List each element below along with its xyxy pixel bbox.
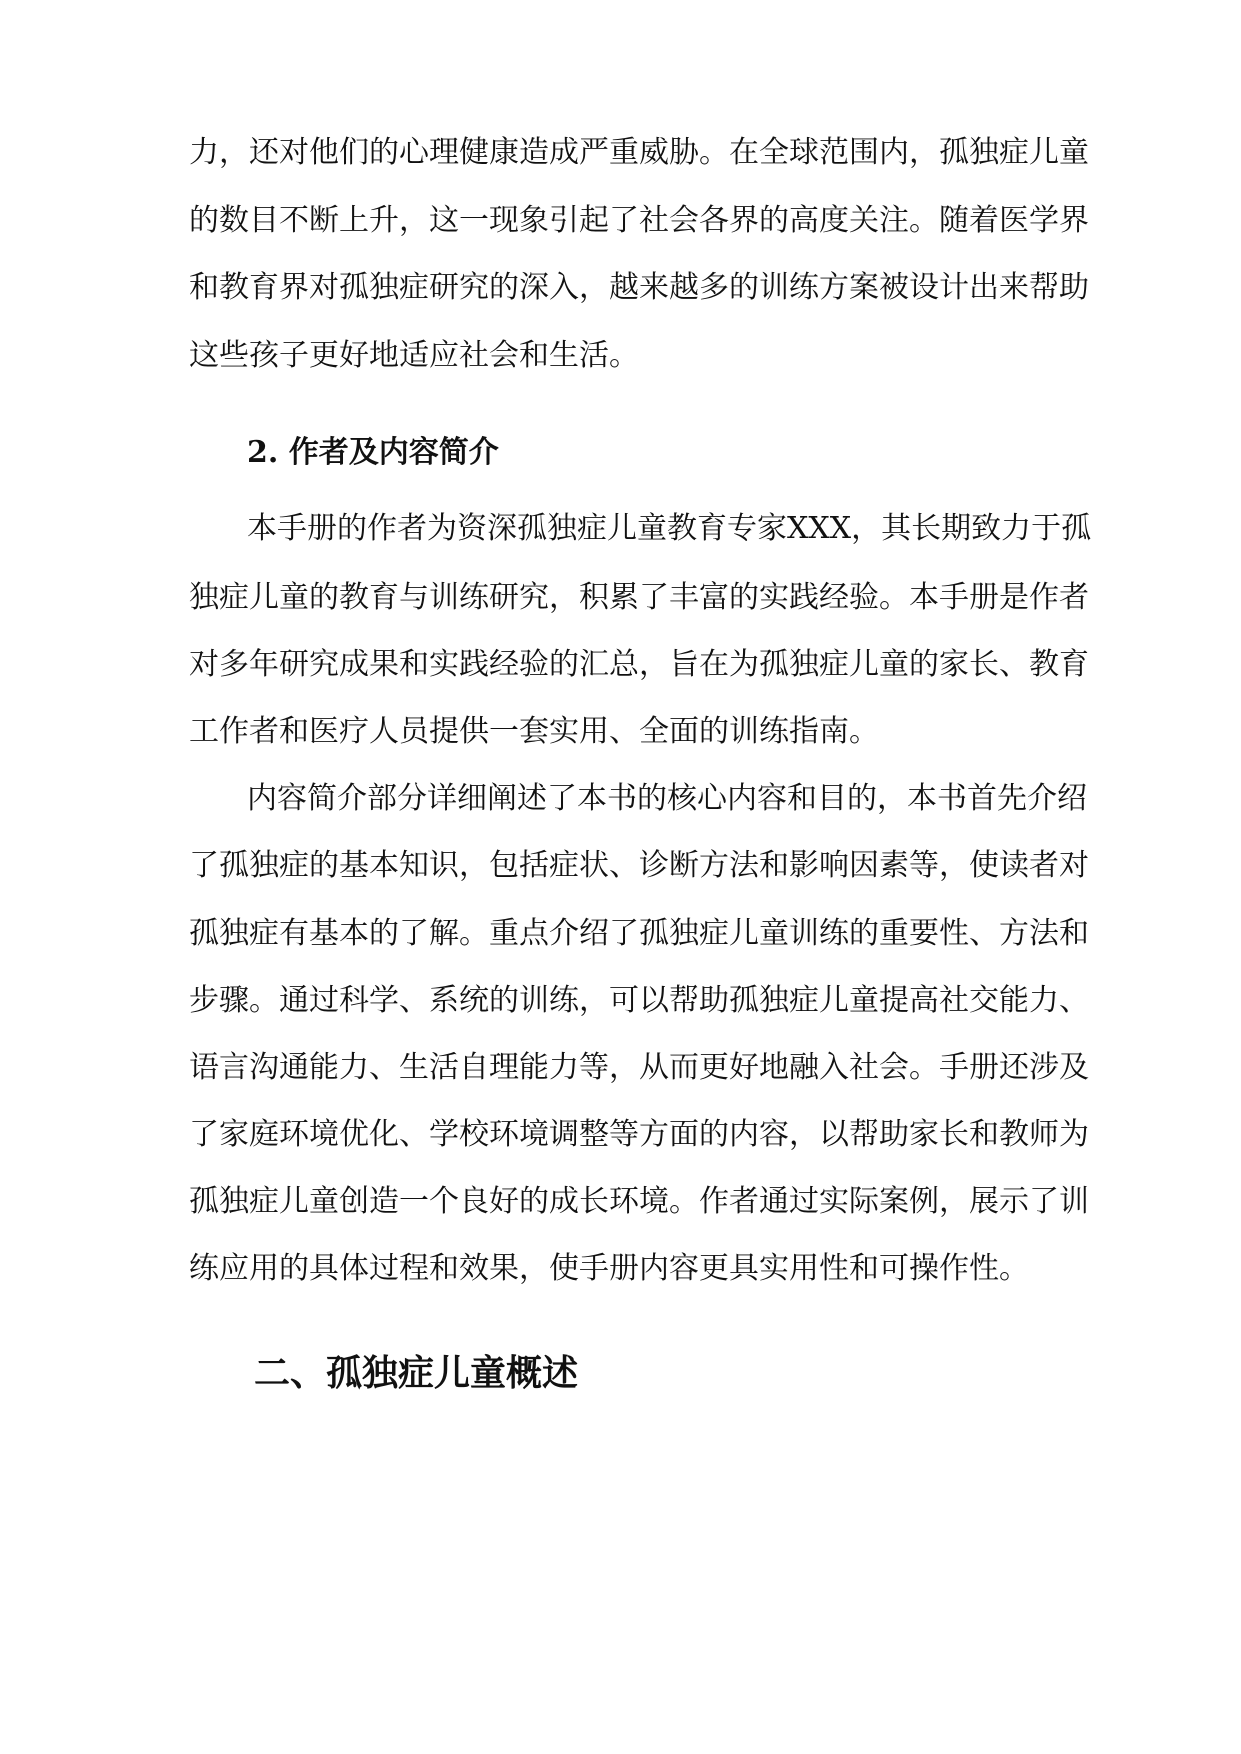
content-paragraph-line-3: 孤独症有基本的了解。重点介绍了孤独症儿童训练的重要性、方法和	[189, 916, 1089, 951]
author-paragraph-line-2: 独症儿童的教育与训练研究，积累了丰富的实践经验。本手册是作者	[189, 580, 1089, 615]
intro-line-3: 和教育界对孤独症研究的深入，越来越多的训练方案被设计出来帮助	[189, 270, 1089, 305]
author-paragraph-line-3: 对多年研究成果和实践经验的汇总，旨在为孤独症儿童的家长、教育	[189, 647, 1089, 682]
content-paragraph-line-5: 语言沟通能力、生活自理能力等，从而更好地融入社会。手册还涉及	[189, 1050, 1089, 1085]
content-paragraph-line-7: 孤独症儿童创造一个良好的成长环境。作者通过实际案例，展示了训	[189, 1184, 1089, 1219]
section-heading: 2. 作者及内容简介	[247, 435, 499, 470]
author-paragraph-line-4: 工作者和医疗人员提供一套实用、全面的训练指南。	[189, 714, 879, 749]
intro-line-2: 的数目不断上升，这一现象引起了社会各界的高度关注。随着医学界	[189, 203, 1089, 238]
content-paragraph-line-4: 步骤。通过科学、系统的训练，可以帮助孤独症儿童提高社交能力、	[189, 983, 1089, 1018]
content-paragraph-line-6: 了家庭环境优化、学校环境调整等方面的内容，以帮助家长和教师为	[189, 1117, 1089, 1152]
chapter-heading: 二、孤独症儿童概述	[254, 1352, 579, 1394]
author-paragraph-line-1: 本手册的作者为资深孤独症儿童教育专家XXX，其长期致力于孤	[247, 511, 1092, 546]
content-paragraph-line-8: 练应用的具体过程和效果，使手册内容更具实用性和可操作性。	[189, 1251, 1029, 1286]
intro-line-4: 这些孩子更好地适应社会和生活。	[189, 338, 639, 373]
content-paragraph-line-2: 了孤独症的基本知识，包括症状、诊断方法和影响因素等，使读者对	[189, 848, 1089, 883]
content-paragraph-line-1: 内容简介部分详细阐述了本书的核心内容和目的，本书首先介绍	[247, 781, 1087, 816]
intro-line-1: 力，还对他们的心理健康造成严重威胁。在全球范围内，孤独症儿童	[189, 135, 1089, 170]
